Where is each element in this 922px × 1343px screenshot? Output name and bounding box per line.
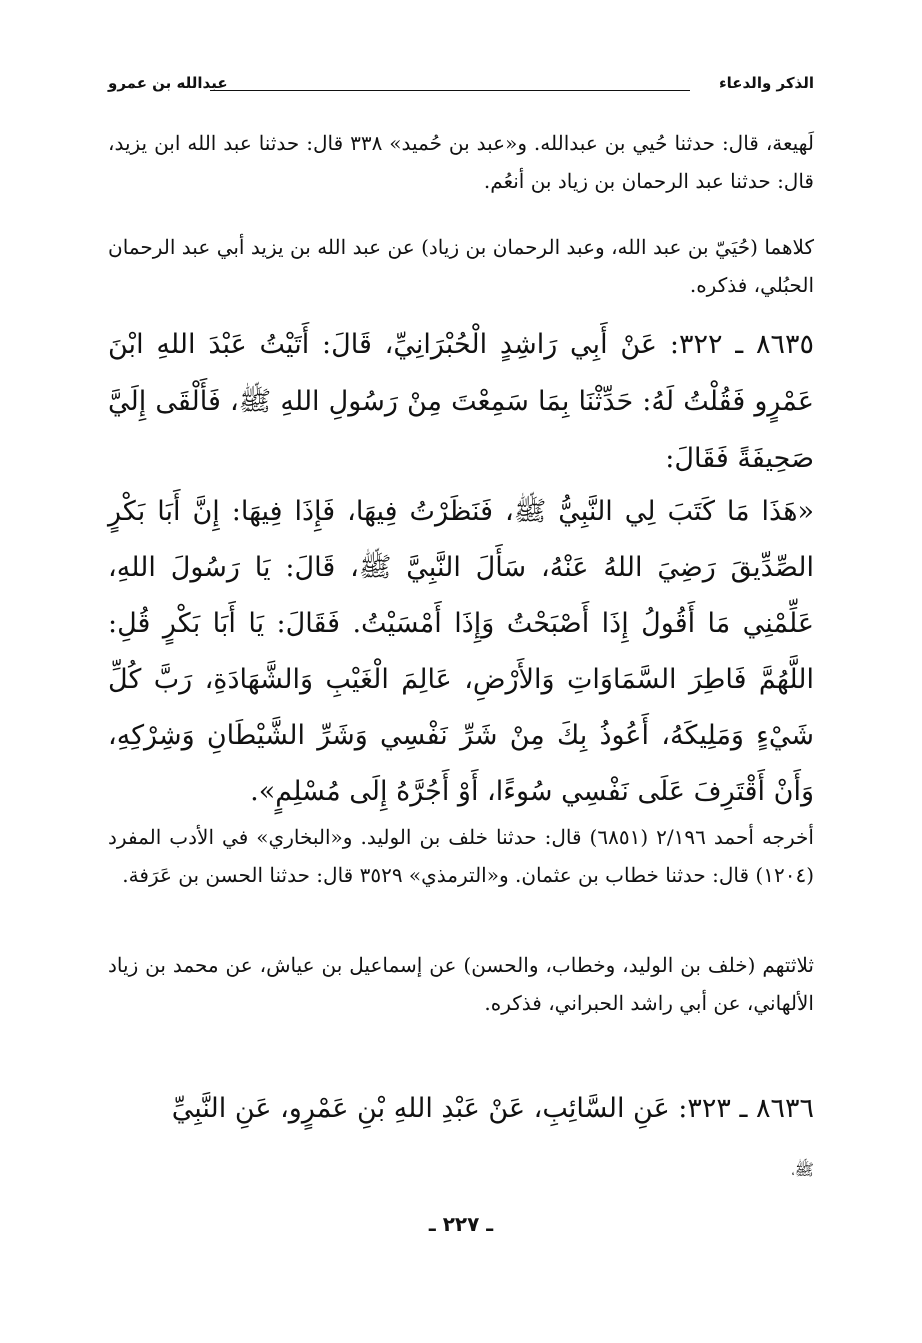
header-rule <box>210 90 690 91</box>
page-number: ـ ٢٢٧ ـ <box>428 1212 494 1236</box>
honorific-glyph: ﷺ، <box>791 1160 814 1179</box>
hadith-8635-intro: ٨٦٣٥ ـ ٣٢٢: عَنْ أَبِي رَاشِدٍ الْحُبْرَانِيِّ، قَالَ: أَتَيْتُ عَبْدَ اللهِ ابْنَ عَمْرٍو فَقُلْتُ لَهُ: حَدِّثْنَا بِمَا سَمِعْتَ مِنْ رَسُولِ اللهِ ﷺ، فَأَلْقَى إِلَيَّ صَحِيفَةً فَقَالَ: <box>108 329 814 474</box>
running-header <box>108 68 814 98</box>
header-section-title: عبدالله بن عمرو <box>108 74 228 92</box>
header-chapter-title: الذكر والدعاء <box>718 74 814 92</box>
paragraph-chain-continuation: لَهيعة، قال: حدثنا حُيي بن عبدالله. و«عبد بن حُميد» ٣٣٨ قال: حدثنا عبد الله ابن يزيد، قال: حدثنا عبد الرحمان بن زياد بن أنعُم. <box>108 131 814 193</box>
hadith-8635-text: «هَذَا مَا كَتَبَ لِي النَّبِيُّ ﷺ، فَنَظَرْتُ فِيهَا، فَإِذَا فِيهَا: إِنَّ أَبَا بَكْرٍ الصِّدِّيقَ رَضِيَ اللهُ عَنْهُ، سَأَلَ النَّبِيَّ ﷺ، قَالَ: يَا رَسُولَ اللهِ، عَلِّمْنِي مَا أَقُولُ إِذَا أَصْبَحْتُ وَإِذَا أَمْسَيْتُ. فَقَالَ: يَا أَبَا بَكْرٍ قُلِ: اللَّهُمَّ فَاطِرَ السَّمَاوَاتِ وَالأَرْضِ، عَالِمَ الْغَيْبِ وَالشَّهَادَةِ، رَبَّ كُلِّ شَيْءٍ وَمَلِيكَهُ، أَعُوذُ بِكَ مِنْ شَرِّ نَفْسِي وَشَرِّ الشَّيْطَانِ وَشِرْكِهِ، وَأَنْ أَقْتَرِفَ عَلَى نَفْسِي سُوءًا، أَوْ أَجُرَّهُ إِلَى مُسْلِمٍ». <box>108 496 814 807</box>
hadith-8636-intro: ٨٦٣٦ ـ ٣٢٣: عَنِ السَّائِبِ، عَنْ عَبْدِ اللهِ بْنِ عَمْرٍو، عَنِ النَّبِيِّ <box>171 1093 814 1124</box>
paragraph-chain-final: ثلاثتهم (خلف بن الوليد، وخطاب، والحسن) عن إسماعيل بن عياش، عن محمد بن زياد الألهاني، عن أبي راشد الحبراني، فذكره. <box>108 953 814 1015</box>
paragraph-takhrij: أخرجه أحمد ٢/١٩٦ (٦٨٥١) قال: حدثنا خلف بن الوليد. و«البخاري» في الأدب المفرد (١٢٠٤) قال: حدثنا خطاب بن عثمان. و«الترمذي» ٣٥٢٩ قال: حدثنا الحسن بن عَرَفة. <box>108 825 814 887</box>
hadith-8636-honorific <box>108 1138 814 1198</box>
paragraph-chain-summary: كلاهما (حُيَيّ بن عبد الله، وعبد الرحمان بن زياد) عن عبد الله بن يزيد أبي عبد الرحمان الحبُلي، فذكره. <box>108 235 814 297</box>
